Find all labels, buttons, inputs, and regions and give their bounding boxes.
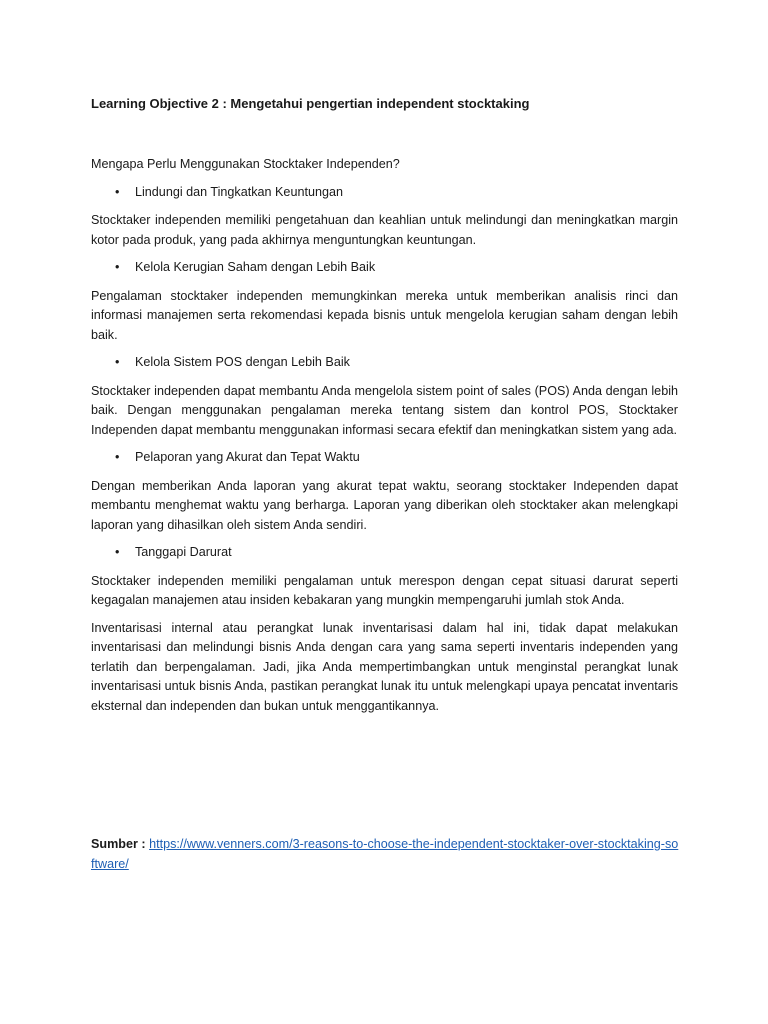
source-citation (91, 835, 681, 874)
bullet-label: Lindungi dan Tingkatkan Keuntungan (135, 184, 343, 199)
paragraph: Dengan memberikan Anda laporan yang akurat tepat waktu, seorang stocktaker Independen dapat membantu menghemat waktu yang berharga. Laporan yang diberikan oleh stocktaker akan melengkapi laporan yang dihasilkan oleh sistem Anda sendiri. (91, 478, 678, 532)
bullet-item (91, 258, 678, 278)
paragraph: Stocktaker independen memiliki pengetahuan dan keahlian untuk melindungi dan meningkatkan margin kotor pada produk, yang pada akhirnya menguntungkan keuntungan. (91, 213, 678, 247)
bullet-icon: • (115, 450, 120, 464)
paragraph: Stocktaker independen memiliki pengalaman untuk merespon dengan cepat situasi darurat seperti kegagalan manajemen atau insiden kebakaran yang mungkin mempengaruhi jumlah stok Anda. (91, 573, 678, 607)
question-heading: Mengapa Perlu Menggunakan Stocktaker Independen? (91, 157, 400, 171)
paragraph: Pengalaman stocktaker independen memungkinkan mereka untuk memberikan analisis rinci dan informasi manajemen serta rekomendasi kepada bisnis untuk mengelola kerugian saham dengan lebih baik. (91, 288, 678, 342)
paragraph: Stocktaker independen dapat membantu Anda mengelola sistem point of sales (POS) Anda dengan lebih baik. Dengan menggunakan pengalaman mereka tentang sistem dan kontrol POS, Stocktaker Independen dapat membantu menggunakan informasi secara efektif dan meningkatkan sistem yang ada. (91, 383, 678, 437)
bullet-item (91, 448, 678, 468)
bullet-label: Tanggapi Darurat (135, 545, 232, 559)
document-body (91, 94, 678, 724)
bullet-item (91, 353, 678, 373)
closing-paragraph: Inventarisasi internal atau perangkat lunak inventarisasi dalam hal ini, tidak dapat melakukan inventarisasi dan melindungi bisnis Anda dengan cara yang sama seperti inventaris independen yang terlatih dan berpengalaman. Jadi, jika Anda mempertimbangkan untuk menginstal perangkat lunak inventarisasi untuk bisnis Anda, pastikan perangkat lunak itu untuk melengkapi upaya pencatat inventaris eksternal dan independen dan bukan untuk menggantikannya. (91, 620, 678, 713)
page-title: Learning Objective 2 : Mengetahui pengertian independent stocktaking (91, 96, 530, 111)
bullet-icon: • (115, 260, 120, 274)
bullet-item (91, 543, 678, 563)
source-label: Sumber : (91, 837, 146, 851)
bullet-item (91, 183, 678, 203)
bullet-label: Kelola Sistem POS dengan Lebih Baik (135, 355, 350, 369)
source-link[interactable]: https://www.venners.com/3-reasons-to-choose-the-independent-stocktaker-over-stocktaking-software/ (91, 837, 679, 871)
bullet-icon: • (115, 184, 120, 199)
bullet-icon: • (115, 545, 120, 559)
bullet-label: Kelola Kerugian Saham dengan Lebih Baik (135, 260, 376, 274)
bullet-label: Pelaporan yang Akurat dan Tepat Waktu (135, 450, 360, 464)
bullet-icon: • (115, 355, 120, 369)
